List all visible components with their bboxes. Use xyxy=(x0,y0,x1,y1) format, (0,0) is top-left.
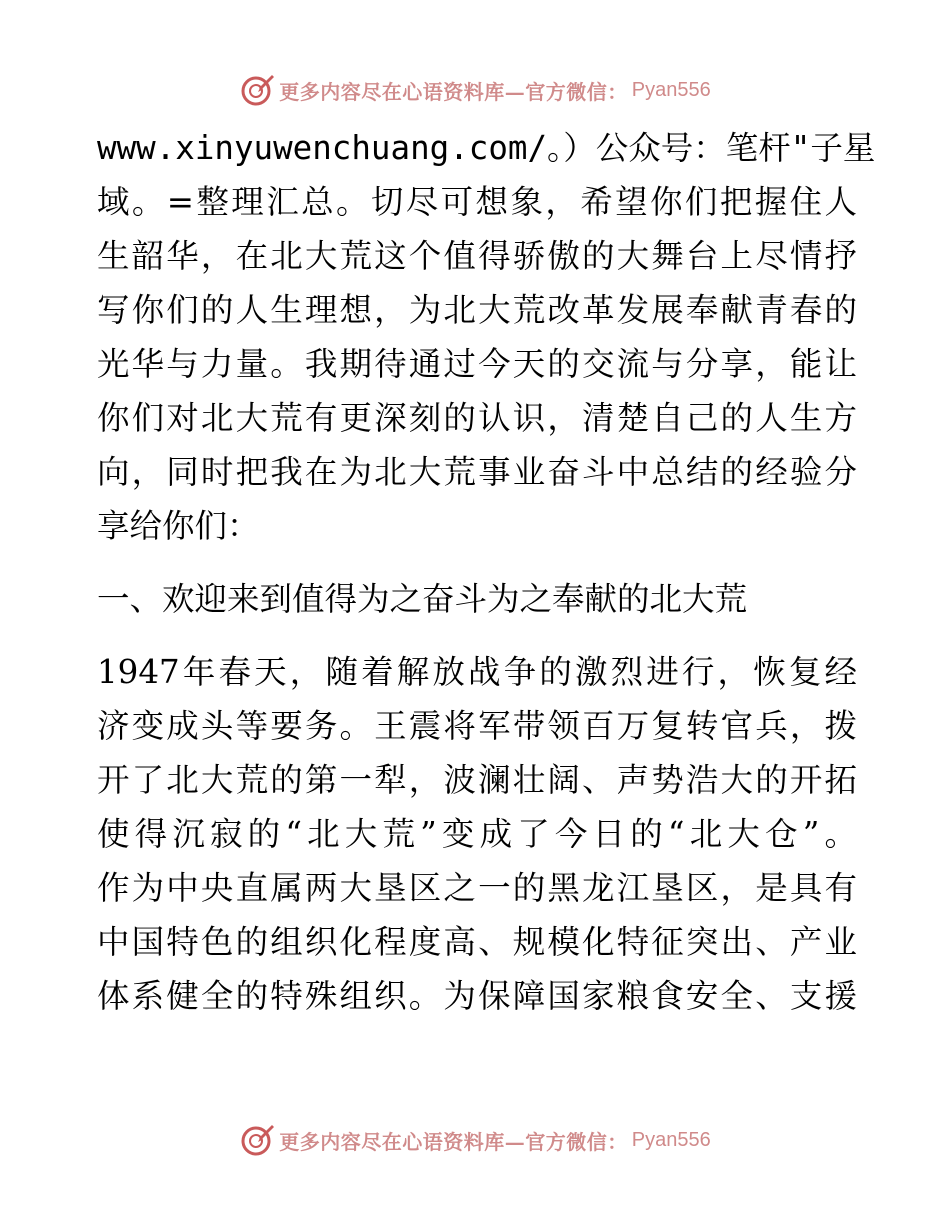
text-line: 生韶华，在北大荒这个值得骄傲的大舞台上尽情抒 xyxy=(97,237,857,275)
text-line: www.xinyuwenchuang.com/。）公众号：笔杆"子星 xyxy=(97,129,876,167)
text-line: 开了北大荒的第一犁，波澜壮阔、声势浩大的开拓 xyxy=(97,761,857,799)
text-line: 作为中央直属两大垦区之一的黑龙江垦区，是具有 xyxy=(97,869,857,907)
text-line: 域。=整理汇总。切尽可想象，希望你们把握住人 xyxy=(97,183,857,221)
text-line: 向，同时把我在为北大荒事业奋斗中总结的经验分 xyxy=(97,453,857,491)
paragraph-intro xyxy=(97,121,876,553)
text-line: 1947年春天，随着解放战争的激烈进行，恢复经 xyxy=(97,653,857,691)
text-line: 中国特色的组织化程度高、规模化特征突出、产业 xyxy=(97,923,857,961)
pen-logo-icon xyxy=(239,1122,275,1158)
section-heading: 一、欢迎来到值得为之奋斗为之奉献的北大荒 xyxy=(97,580,748,618)
header-watermark xyxy=(0,70,950,110)
pen-logo-icon xyxy=(239,72,275,108)
watermark-account: Pyan556 xyxy=(631,1128,711,1151)
text-line: 你们对北大荒有更深刻的认识，清楚自己的人生方 xyxy=(97,399,857,437)
paragraph-history xyxy=(97,645,857,1023)
text-line: 使得沉寂的“北大荒”变成了今日的“北大仓”。 xyxy=(97,815,857,853)
document-body xyxy=(97,121,876,1023)
footer-watermark xyxy=(0,1120,950,1160)
text-line: 济变成头等要务。王震将军带领百万复转官兵，拨 xyxy=(97,707,857,745)
watermark-text: 更多内容尽在心语资料库—官方微信： xyxy=(279,79,628,104)
text-line: 体系健全的特殊组织。为保障国家粮食安全、支援 xyxy=(97,977,857,1015)
watermark-account: Pyan556 xyxy=(631,78,711,101)
text-line: 享给你们： xyxy=(97,507,260,545)
text-line: 光华与力量。我期待通过今天的交流与分享，能让 xyxy=(97,345,857,383)
watermark-text: 更多内容尽在心语资料库—官方微信： xyxy=(279,1129,628,1154)
text-line: 写你们的人生理想，为北大荒改革发展奉献青春的 xyxy=(97,291,857,329)
